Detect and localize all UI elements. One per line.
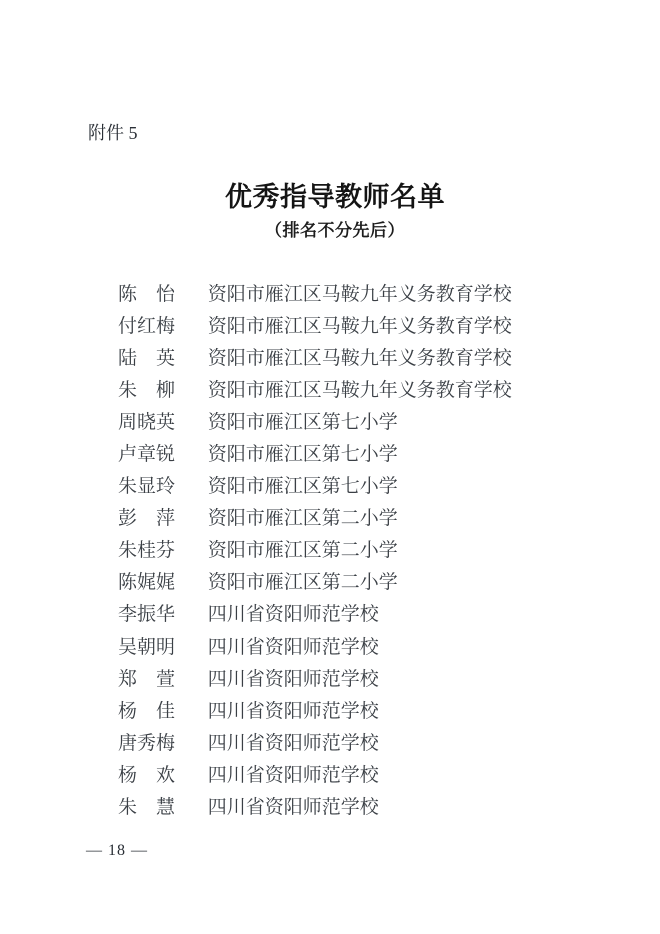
teacher-row xyxy=(118,503,512,535)
teacher-row xyxy=(118,599,512,631)
teacher-school: 资阳市雁江区马鞍九年义务教育学校 xyxy=(207,379,512,401)
teacher-school: 资阳市雁江区马鞍九年义务教育学校 xyxy=(207,315,512,337)
teacher-name: 陆 英 xyxy=(118,347,176,369)
teacher-name: 朱 慧 xyxy=(118,797,176,818)
teacher-school: 四川省资阳师范学校 xyxy=(207,668,379,690)
teacher-school: 资阳市雁江区第七小学 xyxy=(207,443,398,465)
teacher-name: 朱 柳 xyxy=(118,379,176,401)
teacher-row xyxy=(118,728,512,760)
teacher-row xyxy=(118,696,512,728)
teacher-name: 吴朝明 xyxy=(118,636,176,658)
teacher-name: 朱显玲 xyxy=(118,476,176,498)
teacher-row xyxy=(118,407,512,439)
teacher-name: 周晓英 xyxy=(118,411,176,433)
teacher-school: 四川省资阳师范学校 xyxy=(207,700,379,722)
teacher-row xyxy=(118,343,512,375)
teacher-row xyxy=(118,535,512,567)
teacher-row xyxy=(118,279,512,311)
teacher-school: 资阳市雁江区第二小学 xyxy=(207,540,398,562)
teacher-school: 四川省资阳师范学校 xyxy=(207,764,379,786)
teacher-school: 资阳市雁江区马鞍九年义务教育学校 xyxy=(207,283,512,305)
teacher-name: 杨 欢 xyxy=(118,764,176,786)
teacher-school: 资阳市雁江区马鞍九年义务教育学校 xyxy=(207,347,512,369)
page-number: — 18 — xyxy=(86,842,148,859)
teacher-row xyxy=(118,760,512,792)
teacher-school: 资阳市雁江区第二小学 xyxy=(207,508,398,530)
teacher-name: 付红梅 xyxy=(118,315,176,337)
teacher-row xyxy=(118,311,512,343)
teacher-row xyxy=(118,471,512,503)
teacher-name: 卢章锐 xyxy=(118,443,176,465)
teacher-school: 资阳市雁江区第七小学 xyxy=(207,411,398,433)
teacher-name: 朱桂芬 xyxy=(118,540,176,562)
teacher-school: 四川省资阳师范学校 xyxy=(207,636,379,658)
teacher-name: 郑 萱 xyxy=(118,668,176,690)
attachment-label: 附件 5 xyxy=(88,123,138,143)
teacher-name: 彭 萍 xyxy=(118,508,176,530)
teacher-row xyxy=(118,439,512,471)
teacher-row xyxy=(118,664,512,696)
teacher-name: 陈娓娓 xyxy=(118,572,176,594)
teacher-school: 资阳市雁江区第七小学 xyxy=(207,476,398,498)
page-title: 优秀指导教师名单 xyxy=(225,182,445,212)
page-subtitle: （排名不分先后） xyxy=(265,221,405,240)
teacher-name: 杨 佳 xyxy=(118,700,176,722)
teacher-school: 四川省资阳师范学校 xyxy=(207,732,379,754)
teacher-school: 四川省资阳师范学校 xyxy=(207,797,379,818)
teacher-name: 唐秀梅 xyxy=(118,732,176,754)
teacher-row xyxy=(118,792,512,824)
teacher-school: 四川省资阳师范学校 xyxy=(207,604,379,626)
teacher-row xyxy=(118,567,512,599)
teacher-school: 资阳市雁江区第二小学 xyxy=(207,572,398,594)
teacher-name: 李振华 xyxy=(118,604,176,626)
teacher-row xyxy=(118,375,512,407)
teacher-row xyxy=(118,632,512,664)
teacher-name: 陈 怡 xyxy=(118,283,176,305)
teacher-list xyxy=(118,279,512,825)
